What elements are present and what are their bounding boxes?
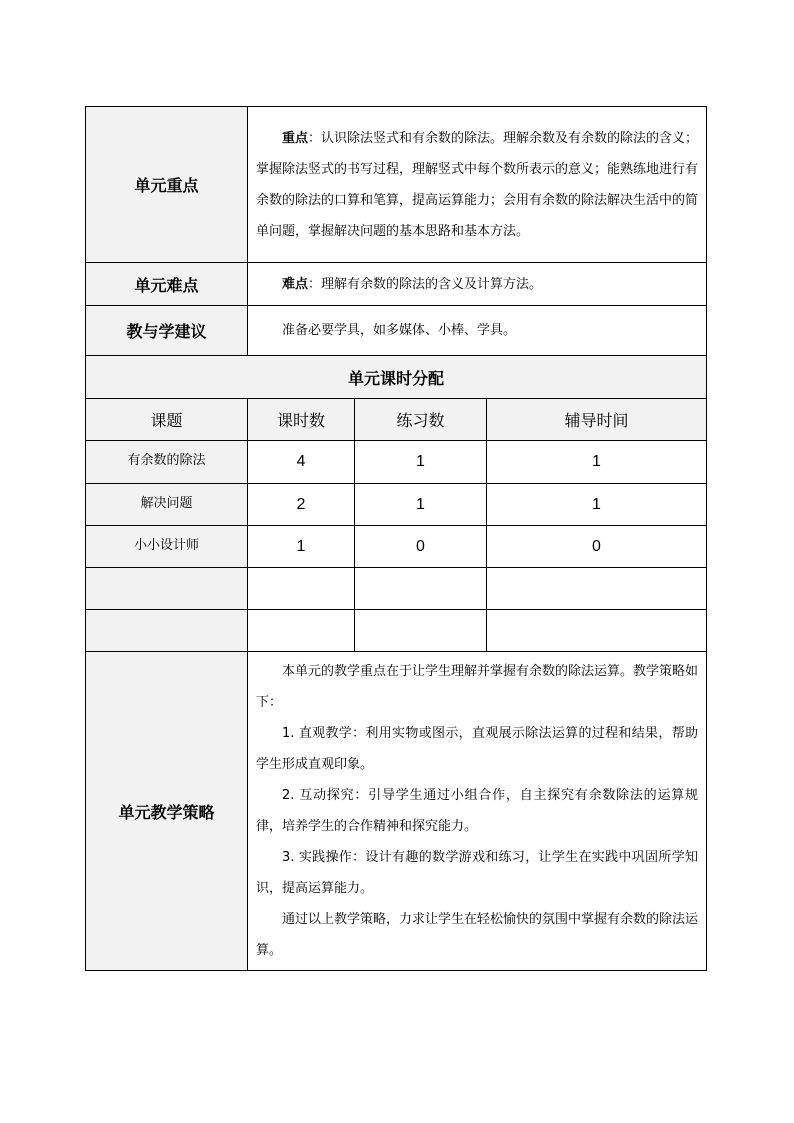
strategy-content xyxy=(248,652,707,971)
focus-text: ：认识除法竖式和有余数的除法。理解余数及有余数的除法的含义；掌握除法竖式的书写过程，理解竖式中每个数所表示的意义；能熟练地进行有余数的除法的口算和笔算，提高运算能力；会用有余数的除法解决生活中的简单问题，掌握解决问题的基本思路和基本方法。 xyxy=(256,130,699,239)
table-row xyxy=(86,484,707,526)
row-hours: 2 xyxy=(248,484,355,526)
row-exercises: 1 xyxy=(355,484,487,526)
row-topic: 解决问题 xyxy=(86,484,248,526)
row-hours: 4 xyxy=(248,441,355,484)
difficulty-keyword: 难点 xyxy=(282,276,309,292)
strategy-item: 1. 直观教学：利用实物或图示，直观展示除法运算的过程和结果，帮助学生形成直观印象。 xyxy=(256,726,699,772)
focus-row xyxy=(86,107,707,263)
header-exercises: 练习数 xyxy=(355,399,487,441)
difficulty-content xyxy=(248,263,707,306)
table-row xyxy=(86,441,707,484)
empty-cell xyxy=(86,568,248,610)
header-hours: 课时数 xyxy=(248,399,355,441)
focus-keyword: 重点 xyxy=(282,130,309,146)
strategy-intro: 本单元的教学重点在于让学生理解并掌握有余数的除法运算。教学策略如下： xyxy=(256,664,699,710)
empty-cell xyxy=(86,610,248,652)
strategy-row xyxy=(86,652,707,971)
strategy-item: 3. 实践操作：设计有趣的数学游戏和练习，让学生在实践中巩固所学知识，提高运算能力。 xyxy=(256,850,699,896)
advice-row xyxy=(86,306,707,356)
strategy-conclusion: 通过以上教学策略，力求让学生在轻松愉快的氛围中掌握有余数的除法运算。 xyxy=(256,912,699,958)
allocation-title-row xyxy=(86,356,707,399)
focus-content xyxy=(248,107,707,263)
row-topic: 小小设计师 xyxy=(86,526,248,568)
allocation-header-row xyxy=(86,399,707,441)
row-exercises: 1 xyxy=(355,441,487,484)
header-topic: 课题 xyxy=(86,399,248,441)
lesson-plan-sheet xyxy=(85,106,706,971)
empty-cell xyxy=(487,568,707,610)
empty-row xyxy=(86,610,707,652)
row-exercises: 0 xyxy=(355,526,487,568)
advice-text: 准备必要学具，如多媒体、小棒、学具。 xyxy=(248,306,707,356)
difficulty-label: 单元难点 xyxy=(86,263,248,306)
empty-cell xyxy=(248,610,355,652)
row-tutoring: 0 xyxy=(487,526,707,568)
unit-plan-table xyxy=(85,106,707,971)
row-hours: 1 xyxy=(248,526,355,568)
empty-cell xyxy=(355,568,487,610)
difficulty-row xyxy=(86,263,707,306)
empty-row xyxy=(86,568,707,610)
empty-cell xyxy=(248,568,355,610)
row-tutoring: 1 xyxy=(487,441,707,484)
allocation-title: 单元课时分配 xyxy=(86,356,707,399)
advice-label: 教与学建议 xyxy=(86,306,248,356)
strategy-item: 2. 互动探究：引导学生通过小组合作，自主探究有余数除法的运算规律，培养学生的合作精神和探究能力。 xyxy=(256,788,699,834)
table-row xyxy=(86,526,707,568)
strategy-label: 单元教学策略 xyxy=(86,652,248,971)
row-topic: 有余数的除法 xyxy=(86,441,248,484)
row-tutoring: 1 xyxy=(487,484,707,526)
difficulty-text: ：理解有余数的除法的含义及计算方法。 xyxy=(308,276,543,292)
header-tutoring: 辅导时间 xyxy=(487,399,707,441)
focus-label: 单元重点 xyxy=(86,107,248,263)
empty-cell xyxy=(355,610,487,652)
empty-cell xyxy=(487,610,707,652)
